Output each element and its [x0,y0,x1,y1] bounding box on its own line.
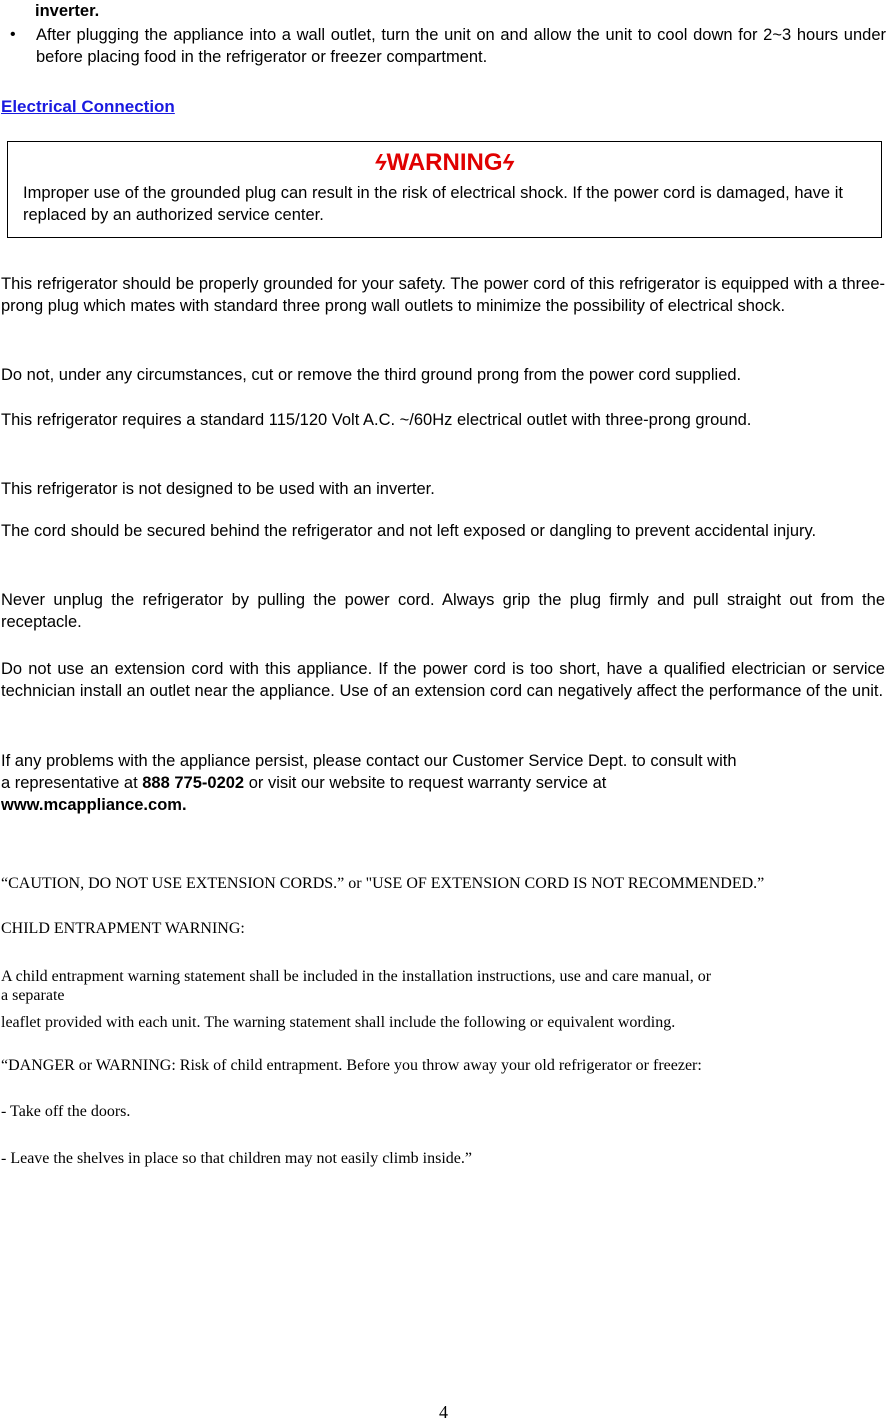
contact-text: a representative at [1,774,143,792]
paragraph-ground-prong: Do not, under any circumstances, cut or remove the third ground prong from the power cord supplied. [1,366,742,384]
lightning-bolt-icon: ϟ [374,150,387,175]
paragraph-cord-secured: The cord should be secured behind the refrigerator and not left exposed or dangling to prevent accidental injury. [1,522,817,540]
paragraph-contact [1,750,885,816]
warning-heading [8,148,881,178]
paragraph-extension-cord: Do not use an extension cord with this appliance. If the power cord is too short, have a qualified electrician or service technician install an outlet near the appliance. Use of an extension cord can negatively affect the performance of the unit. [1,660,885,700]
entrapment-line: A child entrapment warning statement shall be included in the installation instructions, use and care manual, or [1,968,712,985]
caution-statement: “CAUTION, DO NOT USE EXTENSION CORDS.” or "USE OF EXTENSION CORD IS NOT RECOMMENDED.” [1,875,765,892]
website-url: www.mcappliance.com. [1,796,187,814]
warning-text: Improper use of the grounded plug can result in the risk of electrical shock. If the power cord is damaged, have it replaced by an authorized service center. [23,184,843,224]
entrapment-requirement [1,966,881,1004]
danger-statement: “DANGER or WARNING: Risk of child entrapment. Before you throw away your old refrigerator or freezer: [1,1057,702,1074]
continued-fragment: inverter. [35,2,100,20]
bullet-text: After plugging the appliance into a wall outlet, turn the unit on and allow the unit to cool down for 2~3 hours under before placing food in the refrigerator or freezer compartment. [36,26,886,66]
warning-title: WARNING [386,149,503,176]
contact-line-2 [1,772,885,794]
section-title: Electrical Connection [1,97,175,116]
instruction-shelves: - Leave the shelves in place so that children may not easily climb inside.” [1,1150,472,1167]
paragraph-outlet-requirement: This refrigerator requires a standard 115/120 Volt A.C. ~/60Hz electrical outlet with three-prong ground. [1,411,752,429]
phone-number: 888 775-0202 [142,774,245,792]
entrapment-line: a separate [1,987,65,1004]
warning-box [7,141,882,238]
page-number: 4 [439,1402,448,1422]
contact-text: or visit our website to request warranty service at [244,774,607,792]
paragraph-inverter: This refrigerator is not designed to be used with an inverter. [1,480,435,498]
paragraph-grounding: This refrigerator should be properly grounded for your safety. The power cord of this refrigerator is equipped with a three-prong plug which mates with standard three prong wall outlets to minimize the possibility of electrical shock. [1,275,885,315]
instruction-doors: - Take off the doors. [1,1103,131,1120]
contact-line-1: If any problems with the appliance persist, please contact our Customer Service Dept. to consult with [1,752,737,770]
child-entrapment-heading: CHILD ENTRAPMENT WARNING: [1,920,245,937]
paragraph-unplug: Never unplug the refrigerator by pulling the power cord. Always grip the plug firmly and pull straight out from the receptacle. [1,591,885,631]
lightning-bolt-icon: ϟ [502,150,515,175]
entrapment-leaflet: leaflet provided with each unit. The warning statement shall include the following or equivalent wording. [1,1014,676,1031]
bullet-icon: • [10,26,16,43]
